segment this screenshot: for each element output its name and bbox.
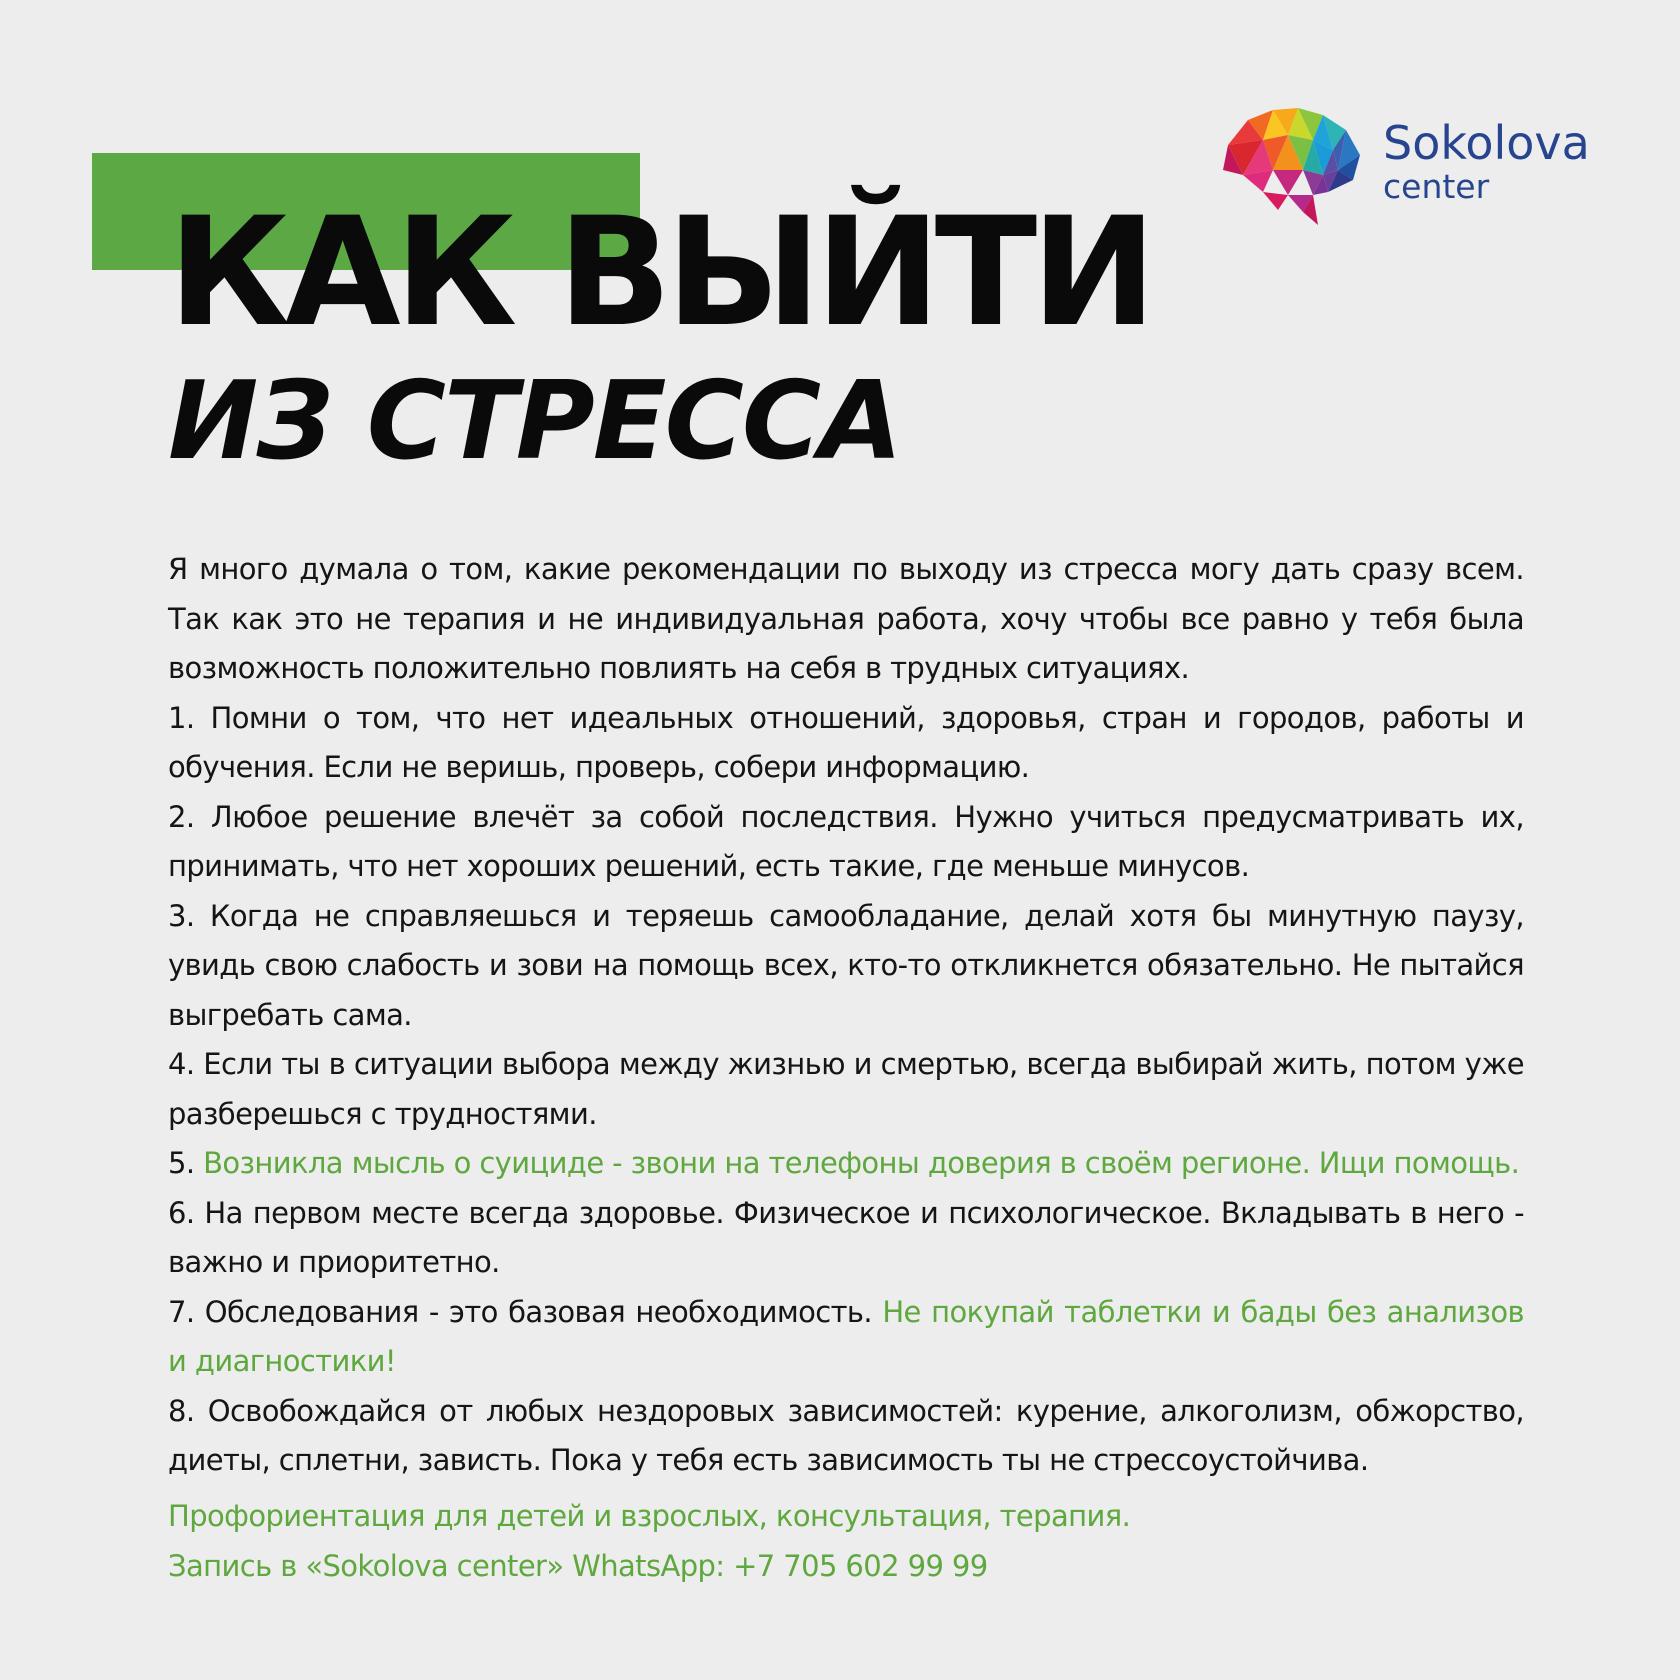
- tip-1: 1. Помни о том, что нет идеальных отношений, здоровья, стран и городов, работы и обучения. Если не веришь, проверь, собери информацию.: [168, 700, 1524, 784]
- tip-3: 3. Когда не справляешься и теряешь самообладание, делай хотя бы минутную паузу, увидь свою слабость и зови на помощь всех, кто-то откликнется обязательно. Не пытайся выгребать сама.: [168, 898, 1524, 1032]
- article-body: [168, 545, 1524, 1486]
- tip-4: 4. Если ты в ситуации выбора между жизнью и смертью, всегда выбирай жить, потом уже разберешься с трудностями.: [168, 1047, 1524, 1131]
- footer-contact: [168, 1492, 1468, 1591]
- brand-logo: [1218, 100, 1598, 230]
- tip-7: [168, 1288, 1524, 1387]
- brain-icon: [1218, 100, 1368, 225]
- tip-5-highlight: Возникла мысль о суициде - звони на телефоны доверия в своём регионе. Ищи помощь.: [203, 1146, 1520, 1180]
- intro-paragraph: Я много думала о том, какие рекомендации по выходу из стресса могу дать сразу всем. Так как это не терапия и не индивидуальная работа, хочу чтобы все равно у тебя была возможность положительно повлиять на себя в трудных ситуациях.: [168, 552, 1524, 685]
- tip-7-highlight: Не покупай таблетки и бады без анализов и диагностики!: [168, 1294, 1524, 1378]
- title-line-2: ИЗ СТРЕССА: [168, 359, 901, 484]
- tip-8: 8. Освобождайся от любых нездоровых зависимостей: курение, алкоголизм, обжорство, диеты, сплетни, зависть. Пока у тебя есть зависимость ты не стрессоустойчива.: [168, 1393, 1524, 1477]
- tip-5-number: 5.: [168, 1146, 204, 1180]
- tip-5: [168, 1139, 1524, 1189]
- title-line-1: КАК ВЫЙТИ: [168, 186, 1151, 360]
- tip-7-text: 7. Обследования - это базовая необходимость.: [168, 1294, 883, 1329]
- tip-2: 2. Любое решение влечёт за собой последствия. Нужно учиться предусматривать их, принимать, что нет хороших решений, есть такие, где меньше минусов.: [168, 799, 1524, 883]
- tip-6: 6. На первом месте всегда здоровье. Физическое и психологическое. Вкладывать в него - важно и приоритетно.: [168, 1195, 1524, 1279]
- logo-name: Sokolova: [1383, 116, 1590, 170]
- footer-booking: Запись в «Sokolova center» WhatsApp: +7 705 602 99 99: [168, 1548, 988, 1583]
- logo-subtitle: center: [1383, 167, 1490, 206]
- footer-services: Профориентация для детей и взрослых, консультация, терапия.: [168, 1499, 1131, 1533]
